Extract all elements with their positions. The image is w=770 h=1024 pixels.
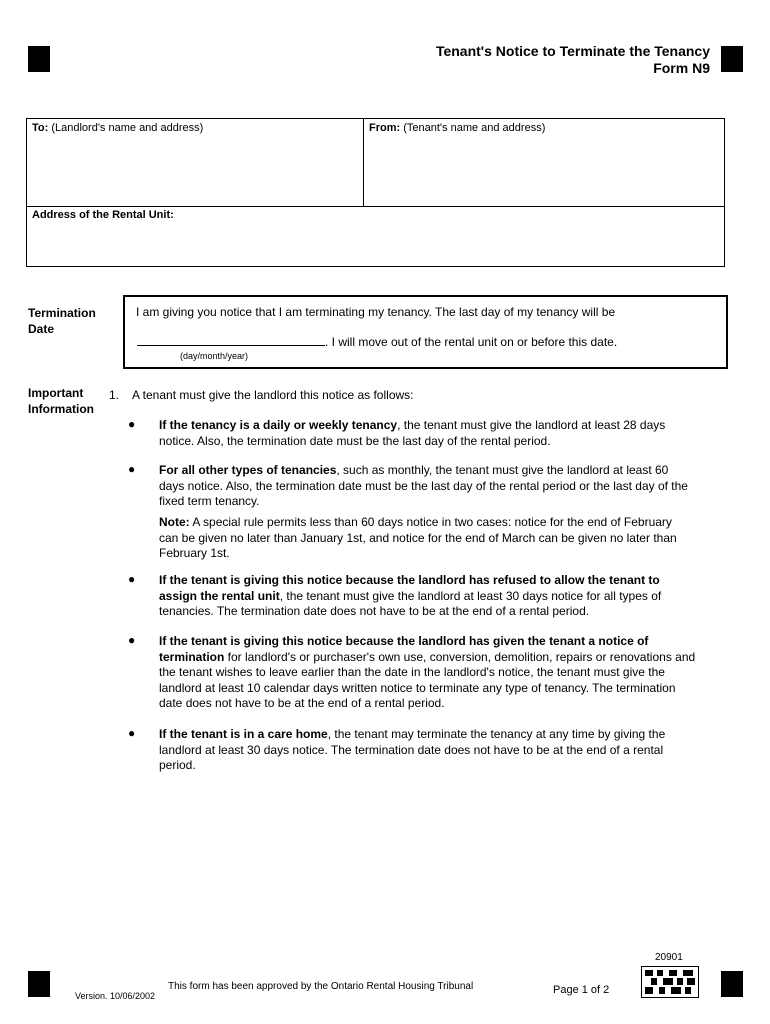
- form-title: [436, 43, 710, 77]
- important-label-line2: Information: [28, 402, 94, 416]
- from-hint: (Tenant's name and address): [403, 122, 546, 134]
- bullet-2: [159, 463, 688, 510]
- termination-line1: I am giving you notice that I am terminating my tenancy. The last day of my tenancy will be: [136, 305, 616, 319]
- b2-rest: , such as monthly, the tenant must give the landlord at least 60: [336, 463, 669, 477]
- b5-rest: , the tenant may terminate the tenancy at any time by giving the: [327, 727, 666, 741]
- termination-label-line1: Termination: [28, 306, 96, 320]
- b4-bold-line2: termination: [159, 649, 225, 664]
- from-field[interactable]: [369, 122, 545, 134]
- rental-unit-field[interactable]: [32, 209, 174, 221]
- date-format-hint: (day/month/year): [180, 351, 249, 361]
- bullet-icon: ●: [128, 462, 136, 476]
- page-number: Page 1 of 2: [553, 984, 610, 996]
- b3-bold-line2: assign the rental unit: [159, 588, 280, 603]
- b3-bold-line1: If the tenant is giving this notice because the landlord has refused to allow the tenant to: [159, 573, 660, 587]
- form-number: Form N9: [653, 60, 710, 76]
- b1-rest: , the tenant must give the landlord at least 28 days: [397, 418, 666, 432]
- registration-mark-top-left: [28, 46, 50, 72]
- note-line1: A special rule permits less than 60 days notice in two cases: notice for the end of February: [189, 515, 672, 529]
- b3-rest: , the tenant must give the landlord at least 30 days notice for all types of: [279, 588, 662, 603]
- b4-line5: date does not have to be at the end of a rental period.: [159, 696, 445, 710]
- b4-line4: landlord at least 10 calendar days written notice to terminate any type of tenancy. The termination: [159, 680, 676, 695]
- b4-line3: the tenant wishes to leave earlier than the date in the landlord's notice, the tenant must give the: [159, 665, 665, 679]
- parties-box: [26, 118, 725, 267]
- b2-line3: fixed term tenancy.: [159, 494, 260, 508]
- parties-divider-vertical: [363, 119, 364, 206]
- b1-line2: notice. Also, the termination date must be the last day of the rental period.: [159, 433, 551, 448]
- important-label-line1: Important: [28, 386, 84, 400]
- registration-mark-bottom-right: [721, 971, 743, 997]
- form-code: 20901: [655, 952, 683, 963]
- b3-line3: tenancies. The termination date does not have to be at the end of a rental period.: [159, 604, 590, 618]
- note-block: [159, 515, 677, 562]
- from-label: From:: [369, 122, 401, 134]
- termination-line2-text: . I will move out of the rental unit on or before this date.: [325, 335, 618, 349]
- parties-divider-horizontal: [27, 206, 724, 207]
- registration-mark-top-right: [721, 46, 743, 72]
- b2-bold: For all other types of tenancies: [159, 463, 337, 477]
- bullet-icon: ●: [128, 572, 136, 586]
- version-text: Version. 10/06/2002: [75, 991, 156, 1001]
- b4-bold-line1: If the tenant is giving this notice because the landlord has given the tenant a notice of: [159, 634, 649, 648]
- item-number: 1.: [109, 388, 120, 402]
- note-line3: February 1st.: [159, 546, 230, 560]
- b2-line2: days notice. Also, the termination date must be the last day of the rental period or the last day of the: [159, 478, 688, 493]
- important-side-label: [28, 385, 94, 417]
- to-field[interactable]: [32, 122, 203, 134]
- to-hint: (Landlord's name and address): [51, 122, 204, 134]
- barcode-icon: [641, 966, 699, 998]
- to-label: To:: [32, 122, 49, 134]
- b5-bold: If the tenant is in a care home: [159, 727, 328, 741]
- bullet-3: [159, 573, 661, 620]
- b4-rest: for landlord's or purchaser's own use, conversion, demolition, repairs or renovations and: [224, 649, 696, 664]
- note-line2: can be given no later than January 1st, and notice for the end of March can be given no later than: [159, 530, 677, 545]
- registration-mark-bottom-left: [28, 971, 50, 997]
- form-title-line1: Tenant's Notice to Terminate the Tenancy: [435, 43, 710, 59]
- bullet-icon: ●: [128, 633, 136, 647]
- item-intro: A tenant must give the landlord this notice as follows:: [132, 388, 414, 402]
- rental-unit-label: Address of the Rental Unit:: [32, 209, 174, 221]
- b5-line2: landlord at least 30 days notice. The termination date does not have to be at the end of a rental: [159, 742, 664, 757]
- bullet-1: [159, 418, 665, 449]
- note-label: Note:: [159, 515, 190, 529]
- bullet-icon: ●: [128, 726, 136, 740]
- termination-side-label: [28, 305, 96, 337]
- termination-date-input[interactable]: [137, 335, 325, 346]
- bullet-icon: ●: [128, 417, 136, 431]
- termination-line2: [137, 335, 617, 351]
- approval-text: This form has been approved by the Ontario Rental Housing Tribunal: [168, 981, 474, 992]
- termination-box: [123, 295, 728, 369]
- b1-bold: If the tenancy is a daily or weekly tenancy: [159, 418, 398, 432]
- b5-line3: period.: [159, 758, 196, 772]
- bullet-4: [159, 634, 695, 712]
- termination-label-line2: Date: [28, 322, 55, 336]
- bullet-5: [159, 727, 665, 774]
